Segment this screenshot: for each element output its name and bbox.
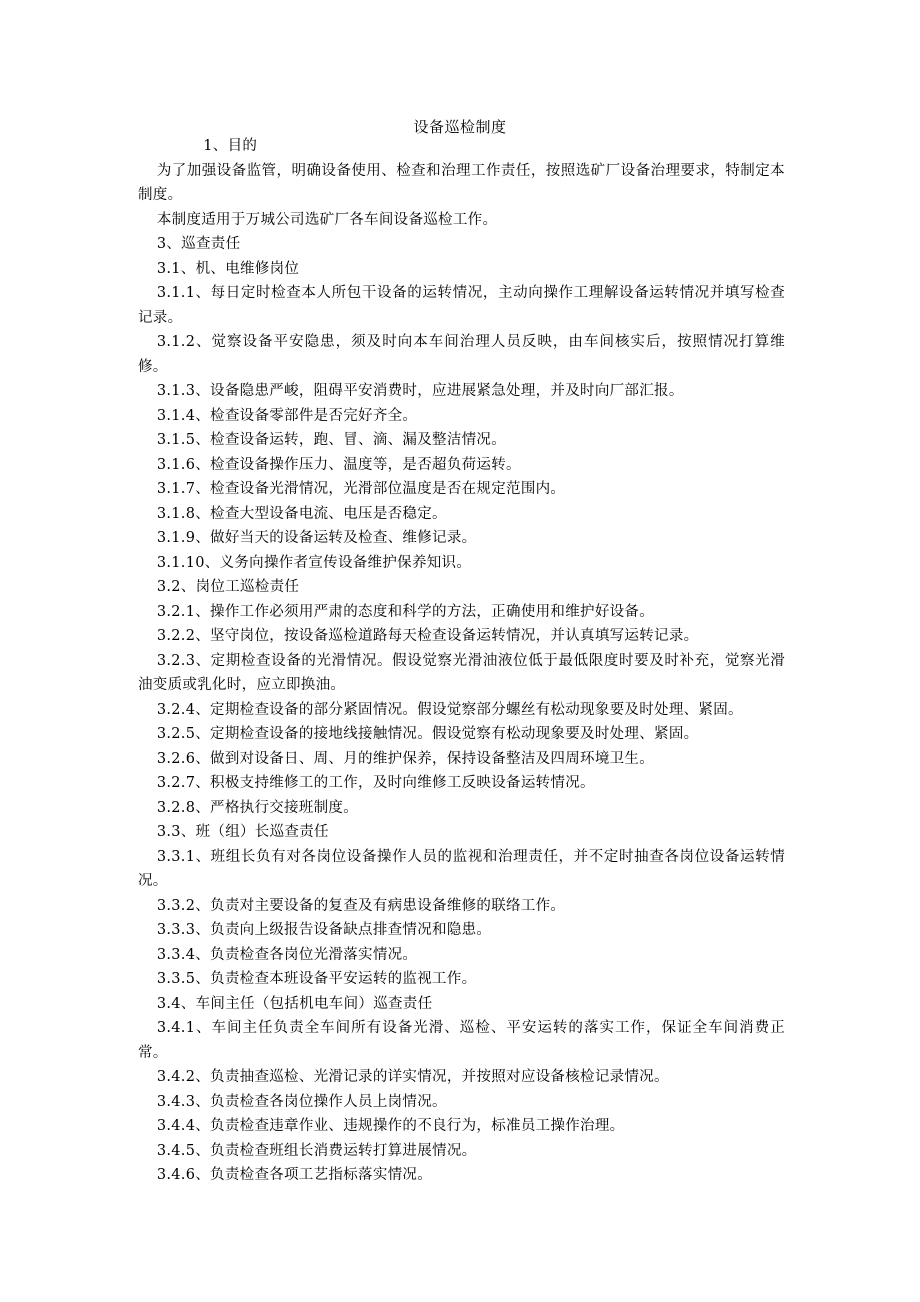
clause: 3.4.6、负责检查各项工艺指标落实情况。 <box>156 1167 433 1183</box>
subsection-heading: 3.4、车间主任（包括机电车间）巡查责任 <box>156 995 433 1012</box>
clause: 3.1.10、义务向操作者宣传设备维护保养知识。 <box>156 554 472 571</box>
paragraph: 为了加强设备监管，明确设备使用、检查和治理工作责任，按照选矿厂设备治理要求，特制定本制度。 <box>138 162 785 203</box>
clause: 3.2.3、定期检查设备的光滑情况。假设觉察光滑油液位低于最低限度时要及时补充，觉察光滑油变质或乳化时，应立即换油。 <box>138 652 785 693</box>
clause: 3.3.3、负责向上级报告设备缺点排查情况和隐患。 <box>156 922 492 938</box>
clause: 3.1.7、检查设备光滑情况，光滑部位温度是否在规定范围内。 <box>156 481 566 497</box>
subsection-heading: 3.2、岗位工巡检责任 <box>156 579 300 595</box>
clause: 3.1.1、每日定时检查本人所包干设备的运转情况，主动向操作工理解设备运转情况并填写检查记录。 <box>138 285 785 326</box>
clause: 3.4.2、负责抽查巡检、光滑记录的详实情况，并按照对应设备核检记录情况。 <box>156 1069 669 1085</box>
clause: 3.2.1、操作工作必须用严肃的态度和科学的方法，正确使用和维护好设备。 <box>156 603 655 620</box>
clause: 3.1.9、做好当天的设备运转及检查、维修记录。 <box>156 530 477 546</box>
clause: 3.4.4、负责检查违章作业、违规操作的不良行为，标准员工操作治理。 <box>156 1118 625 1134</box>
section-heading: 1、目的 <box>203 138 258 154</box>
clause: 3.1.4、检查设备零部件是否完好齐全。 <box>156 407 418 424</box>
paragraph: 本制度适用于万城公司选矿厂各车间设备巡检工作。 <box>156 211 498 228</box>
document-title: 设备巡检制度 <box>413 118 507 136</box>
clause: 3.2.2、坚守岗位，按设备巡检道路每天检查设备运转情况，并认真填写运转记录。 <box>156 628 699 644</box>
subsection-heading: 3.3、班（组）长巡查责任 <box>156 824 329 840</box>
subsection-heading: 3.1、机、电维修岗位 <box>156 260 300 277</box>
section-heading: 3、巡查责任 <box>156 236 241 252</box>
clause: 3.2.8、严格执行交接班制度。 <box>156 799 359 816</box>
clause: 3.4.5、负责检查班组长消费运转打算进展情况。 <box>156 1142 477 1159</box>
clause: 3.3.5、负责检查本班设备平安运转的监视工作。 <box>156 971 477 987</box>
document-body <box>138 134 785 1188</box>
clause: 3.1.2、觉察设备平安隐患，须及时向本车间治理人员反映，由车间核实后，按照情况打算维修。 <box>138 334 785 375</box>
clause: 3.3.2、负责对主要设备的复查及有病患设备维修的联络工作。 <box>156 897 566 914</box>
clause: 3.1.3、设备隐患严峻，阻碍平安消费时，应进展紧急处理，并及时向厂部汇报。 <box>156 383 684 399</box>
clause: 3.2.7、积极支持维修工的工作，及时向维修工反映设备运转情况。 <box>156 775 595 791</box>
clause: 3.1.5、检查设备运转，跑、冒、滴、漏及整洁情况。 <box>156 432 507 448</box>
clause: 3.1.8、检查大型设备电流、电压是否稳定。 <box>156 505 447 522</box>
clause: 3.4.1、车间主任负责全车间所有设备光滑、巡检、平安运转的落实工作，保证全车间消费正常。 <box>138 1020 785 1061</box>
clause: 3.4.3、负责检查各岗位操作人员上岗情况。 <box>156 1093 447 1110</box>
clause: 3.2.5、定期检查设备的接地线接触情况。假设觉察有松动现象要及时处理、紧固。 <box>156 726 699 742</box>
clause: 3.2.6、做到对设备日、周、月的维护保养，保持设备整洁及四周环境卫生。 <box>156 750 655 767</box>
clause: 3.3.1、班组长负有对各岗位设备操作人员的监视和治理责任，并不定时抽查各岗位设备运转情况。 <box>138 848 785 889</box>
clause: 3.1.6、检查设备操作压力、温度等，是否超负荷运转。 <box>156 456 521 473</box>
clause: 3.2.4、定期检查设备的部分紧固情况。假设觉察部分螺丝有松动现象要及时处理、紧固。 <box>156 701 743 718</box>
clause: 3.3.4、负责检查各岗位光滑落实情况。 <box>156 946 418 963</box>
